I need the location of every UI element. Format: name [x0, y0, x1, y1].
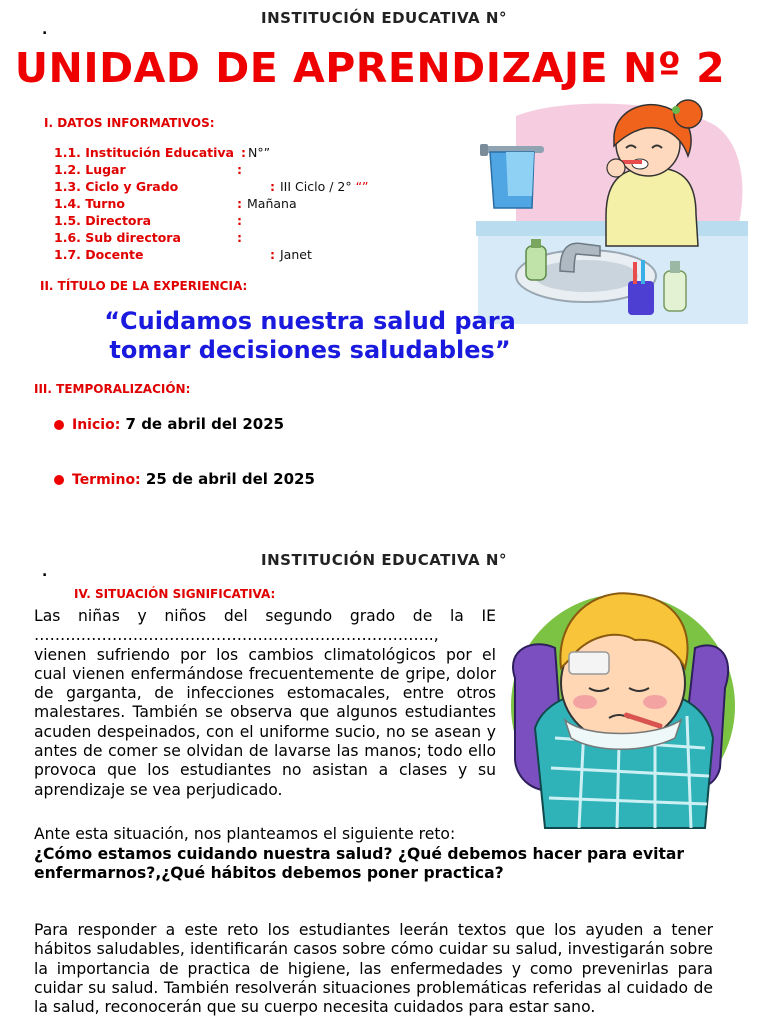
institution-header-2: INSTITUCIÓN EDUCATIVA N°	[261, 551, 507, 569]
start-date	[54, 415, 284, 433]
info-value: N°”	[248, 145, 271, 160]
challenge-question: ¿Cómo estamos cuidando nuestra salud? ¿Qué debemos hacer para evitar enfermarnos?,¿Qué hábitos debemos poner practica?	[34, 845, 685, 883]
section-datos: I. DATOS INFORMATIVOS:	[44, 116, 215, 130]
info-key: 1.7. Docente	[54, 247, 144, 262]
bullet-icon	[54, 420, 64, 430]
unit-title: UNIDAD DE APRENDIZAJE Nº 2	[14, 44, 726, 92]
info-key: 1.5. Directora	[54, 213, 152, 228]
info-colon: :	[237, 213, 242, 228]
end-value: 25 de abril del 2025	[145, 470, 315, 488]
info-row-turno	[54, 196, 474, 213]
info-row-ciclo	[54, 179, 474, 196]
info-row-docente	[54, 247, 474, 264]
start-label: Inicio:	[72, 417, 121, 433]
info-colon: :	[237, 196, 242, 211]
info-key: 1.1. Institución Educativa	[54, 145, 234, 160]
institution-header: INSTITUCIÓN EDUCATIVA N°	[261, 9, 507, 27]
info-value: Janet	[280, 247, 312, 262]
info-colon: :	[270, 247, 275, 262]
girl-brushing-teeth-illustration	[476, 96, 748, 324]
situation-paragraph-1: Las niñas y niños del segundo grado de la IE ………………………………………………………………….., vienen sufriendo por los cambios climatológicos por el cual vienen enfermándose frecuentemente de gripe, dolor de garganta, de infecciones estomacales, entre otros malestares. También se observa que algunos estudiantes acuden despeinados, con el uniforme sucio, no se asean y antes de comer se olvidan de lavarse las manos; todo ello provoca que los estudiantes no asistan a clases y su aprendizaje se vea perjudicado.	[34, 607, 496, 799]
section-titulo: II. TÍTULO DE LA EXPERIENCIA:	[40, 279, 248, 293]
info-colon: :	[241, 145, 246, 160]
info-key: 1.2. Lugar	[54, 162, 126, 177]
info-row-directora	[54, 213, 474, 230]
start-value: 7 de abril del 2025	[125, 415, 285, 433]
situation-paragraph-2: Ante esta situación, nos planteamos el siguiente reto:	[34, 825, 456, 843]
info-row-institucion	[54, 145, 474, 162]
bullet-icon	[54, 475, 64, 485]
info-key: 1.4. Turno	[54, 196, 125, 211]
bullet-dot: .	[42, 22, 48, 38]
info-value: Mañana	[247, 196, 297, 211]
info-colon: :	[270, 179, 275, 194]
section-temporalizacion: III. TEMPORALIZACIÓN:	[34, 382, 191, 396]
section-situacion: IV. SITUACIÓN SIGNIFICATIVA:	[74, 587, 276, 601]
info-value: III Ciclo / 2° “”	[280, 179, 369, 194]
end-label: Termino:	[72, 472, 141, 488]
bullet-dot: .	[42, 564, 48, 580]
experience-title: “Cuidamos nuestra salud para tomar decisiones saludables”	[104, 307, 516, 364]
info-row-lugar	[54, 162, 474, 179]
info-row-subdirectora	[54, 230, 474, 247]
sick-boy-illustration	[505, 588, 735, 833]
end-date	[54, 470, 315, 488]
info-key: 1.3. Ciclo y Grado	[54, 179, 179, 194]
info-colon: :	[237, 230, 242, 245]
info-key: 1.6. Sub directora	[54, 230, 181, 245]
info-colon: :	[237, 162, 242, 177]
situation-paragraph-3: Para responder a este reto los estudiantes leerán textos que los ayuden a tener hábitos saludables, identificarán casos sobre cómo cuidar su salud, investigarán sobre la importancia de practica de higiene, las enfermedades y como prevenirlas para cuidar su salud. También resolverán situaciones problemáticas referidas al cuidado de la salud, reconocerán que su cuerpo necesita cuidados para estar sano.	[34, 921, 713, 1017]
